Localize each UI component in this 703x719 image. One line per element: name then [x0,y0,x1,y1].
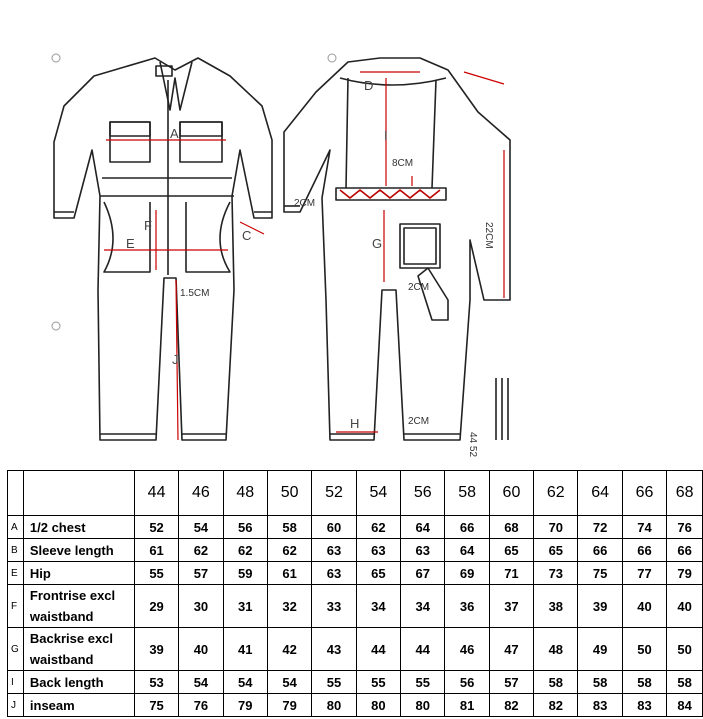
measurement-value-cell: 40 [622,585,666,628]
measurement-value-cell: 72 [578,516,622,539]
size-header: 48 [223,471,267,516]
measurement-value-cell: 44 [356,628,400,671]
measurement-value-cell: 38 [534,585,578,628]
measurement-value-cell: 71 [489,562,533,585]
measurement-value-cell: 79 [223,694,267,717]
size-header-row [8,471,703,516]
measurement-value-cell: 65 [356,562,400,585]
label-pocket-tab: 2CM [408,282,430,293]
measurement-value-cell: 48 [534,628,578,671]
row-key: G [8,628,24,671]
row-measurement-name: 1/2 chest [23,516,134,539]
measurement-value-cell: 62 [267,539,311,562]
measurement-value-cell: 42 [267,628,311,671]
measurement-value-cell: 54 [179,516,223,539]
measurement-value-cell: 73 [534,562,578,585]
measurement-value-cell: 39 [134,628,178,671]
label-c: C [242,228,252,243]
row-measurement-name: Hip [23,562,134,585]
label-belt-width: 8CM [392,158,414,169]
measurement-value-cell: 31 [223,585,267,628]
measurement-value-cell: 52 [134,516,178,539]
size-header: 52 [312,471,356,516]
measurement-value-cell: 58 [622,671,666,694]
row-key: B [8,539,24,562]
label-e: E [126,236,135,251]
measurement-value-cell: 55 [134,562,178,585]
measurement-value-cell: 81 [445,694,489,717]
measurement-value-cell: 32 [267,585,311,628]
label-side-loop: 2CM [294,198,316,209]
measurement-value-cell: 66 [667,539,703,562]
measurement-value-cell: 58 [534,671,578,694]
measurement-value-cell: 39 [578,585,622,628]
size-header: 44 [134,471,178,516]
measurement-value-cell: 64 [401,516,445,539]
measurement-value-cell: 56 [223,516,267,539]
size-header: 50 [267,471,311,516]
label-a: A [170,126,179,141]
measurement-value-cell: 40 [179,628,223,671]
size-header: 60 [489,471,533,516]
table-row [8,562,703,585]
measurement-value-cell: 61 [267,562,311,585]
measurement-value-cell: 33 [312,585,356,628]
measurement-value-cell: 57 [179,562,223,585]
front-view-outline [54,58,272,440]
row-key: E [8,562,24,585]
measurement-value-cell: 40 [667,585,703,628]
size-header: 58 [445,471,489,516]
measurement-value-cell: 36 [445,585,489,628]
measurement-value-cell: 43 [312,628,356,671]
measurement-value-cell: 53 [134,671,178,694]
measurement-value-cell: 70 [534,516,578,539]
measurement-lines [104,72,504,440]
label-hem-band: 2CM [408,416,430,427]
corner-circle [328,54,336,62]
size-header: 64 [578,471,622,516]
measurement-value-cell: 54 [223,671,267,694]
measurement-value-cell: 69 [445,562,489,585]
table-row [8,585,703,628]
measurement-value-cell: 63 [401,539,445,562]
measurement-value-cell: 37 [489,585,533,628]
size-header: 68 [667,471,703,516]
label-edge-sizes: 44 52 [467,432,478,458]
measurement-value-cell: 82 [534,694,578,717]
measurement-value-cell: 62 [179,539,223,562]
measurement-value-cell: 82 [489,694,533,717]
measurement-value-cell: 63 [356,539,400,562]
measurement-value-cell: 47 [489,628,533,671]
size-header: 66 [622,471,666,516]
size-header: 56 [401,471,445,516]
table-row [8,628,703,671]
measurement-value-cell: 61 [134,539,178,562]
measurement-value-cell: 46 [445,628,489,671]
measurement-value-cell: 75 [134,694,178,717]
row-measurement-name: Back length [23,671,134,694]
label-g: G [372,236,383,251]
measurement-value-cell: 67 [401,562,445,585]
measurement-value-cell: 58 [578,671,622,694]
measurement-value-cell: 74 [622,516,666,539]
table-row [8,694,703,717]
label-h: H [350,416,360,431]
label-d: D [364,78,374,93]
measurement-value-cell: 80 [356,694,400,717]
size-chart-table [7,470,703,717]
measurement-value-cell: 55 [356,671,400,694]
header-empty-name [23,471,134,516]
measurement-value-cell: 55 [312,671,356,694]
measurement-value-cell: 76 [179,694,223,717]
row-measurement-name: inseam [23,694,134,717]
label-j: J [172,352,179,367]
measurement-value-cell: 63 [312,539,356,562]
row-key: J [8,694,24,717]
label-i: I [384,128,388,143]
measurement-value-cell: 79 [667,562,703,585]
measurement-value-cell: 50 [667,628,703,671]
measurement-value-cell: 56 [445,671,489,694]
label-pocket-gap: 1.5CM [180,288,210,299]
corner-circle [52,322,60,330]
measurement-value-cell: 80 [401,694,445,717]
measurement-value-cell: 84 [667,694,703,717]
row-measurement-name: Frontrise excl waistband [23,585,134,628]
measurement-value-cell: 68 [489,516,533,539]
measurement-value-cell: 65 [489,539,533,562]
size-header: 62 [534,471,578,516]
row-key: I [8,671,24,694]
measurement-value-cell: 59 [223,562,267,585]
measurement-value-cell: 66 [445,516,489,539]
measurement-value-cell: 44 [401,628,445,671]
measurement-value-cell: 49 [578,628,622,671]
measurement-value-cell: 54 [267,671,311,694]
measurement-value-cell: 66 [622,539,666,562]
measurement-value-cell: 64 [445,539,489,562]
corner-circle [52,54,60,62]
label-f: F [144,218,152,233]
table-row [8,516,703,539]
measurement-value-cell: 34 [401,585,445,628]
measurement-value-cell: 29 [134,585,178,628]
measurement-value-cell: 66 [578,539,622,562]
table-row [8,539,703,562]
measurement-value-cell: 75 [578,562,622,585]
row-key: F [8,585,24,628]
label-side-length: 22CM [483,222,494,249]
back-view-outline [284,58,510,440]
size-header: 54 [356,471,400,516]
measurement-value-cell: 41 [223,628,267,671]
measurement-value-cell: 30 [179,585,223,628]
measurement-value-cell: 79 [267,694,311,717]
row-measurement-name: Sleeve length [23,539,134,562]
measurement-value-cell: 63 [312,562,356,585]
measurement-value-cell: 83 [578,694,622,717]
table-row [8,671,703,694]
measurement-value-cell: 60 [312,516,356,539]
measurement-value-cell: 57 [489,671,533,694]
measurement-value-cell: 50 [622,628,666,671]
measurement-value-cell: 62 [356,516,400,539]
measurement-value-cell: 55 [401,671,445,694]
measurement-value-cell: 54 [179,671,223,694]
measurement-value-cell: 34 [356,585,400,628]
measurement-value-cell: 58 [667,671,703,694]
row-key: A [8,516,24,539]
measurement-value-cell: 76 [667,516,703,539]
measurement-value-cell: 83 [622,694,666,717]
size-header: 46 [179,471,223,516]
measurement-value-cell: 80 [312,694,356,717]
measurement-value-cell: 77 [622,562,666,585]
header-empty-key [8,471,24,516]
measurement-value-cell: 62 [223,539,267,562]
measurement-value-cell: 58 [267,516,311,539]
row-measurement-name: Backrise excl waistband [23,628,134,671]
measurement-value-cell: 65 [534,539,578,562]
